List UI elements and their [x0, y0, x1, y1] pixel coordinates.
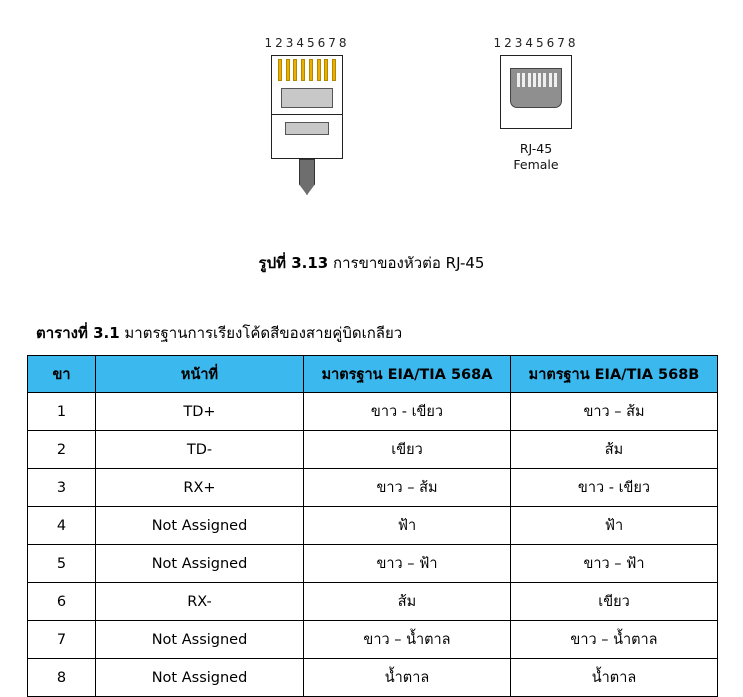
male-inner-block-lower: [285, 122, 329, 135]
female-label-line1: RJ-45: [519, 141, 553, 156]
table-header-568b: มาตรฐาน EIA/TIA 568B: [511, 356, 718, 393]
cell-pin: 1: [28, 393, 96, 431]
gold-contacts-icon: [278, 59, 336, 81]
male-pin-numbers: 12345678: [264, 36, 350, 50]
cell-function: Not Assigned: [96, 621, 304, 659]
table-row: [28, 621, 718, 659]
female-contacts-icon: [517, 73, 557, 87]
color-code-standard-table: [27, 355, 718, 697]
figure-caption-number: รูปที่ 3.13: [258, 254, 329, 272]
cell-568b: ขาว – น้ำตาล: [511, 621, 718, 659]
cell-pin: 5: [28, 545, 96, 583]
cell-568a: ส้ม: [304, 583, 511, 621]
table-row: [28, 507, 718, 545]
cell-pin: 4: [28, 507, 96, 545]
cell-568b: ขาว – ส้ม: [511, 393, 718, 431]
male-connector-housing: [271, 55, 343, 159]
male-latch-tab: [299, 159, 315, 195]
cell-568a: ขาว - เขียว: [304, 393, 511, 431]
cell-568b: เขียว: [511, 583, 718, 621]
cell-function: RX+: [96, 469, 304, 507]
table-header-row: [28, 356, 718, 393]
rj45-male-connector: [252, 36, 362, 195]
cell-function: RX-: [96, 583, 304, 621]
table-header-function: หน้าที่: [96, 356, 304, 393]
cell-function: Not Assigned: [96, 659, 304, 697]
table-caption-text: มาตรฐานการเรียงโค้ดสีของสายคู่บิดเกลียว: [119, 324, 403, 342]
cell-pin: 6: [28, 583, 96, 621]
female-connector-housing: [500, 55, 572, 129]
table-caption-number: ตารางที่ 3.1: [36, 324, 120, 342]
male-inner-block-upper: [281, 88, 333, 108]
figure-rj45: [0, 0, 743, 215]
table-header-568a: มาตรฐาน EIA/TIA 568A: [304, 356, 511, 393]
female-label-line2: Female: [513, 157, 559, 172]
cell-pin: 3: [28, 469, 96, 507]
cell-568a: น้ำตาล: [304, 659, 511, 697]
female-pin-numbers: 12345678: [493, 36, 579, 50]
male-divider-line: [272, 114, 342, 115]
cell-568a: ฟ้า: [304, 507, 511, 545]
table-row: [28, 431, 718, 469]
cell-function: TD+: [96, 393, 304, 431]
cell-function: Not Assigned: [96, 507, 304, 545]
cell-568b: ขาว – ฟ้า: [511, 545, 718, 583]
cell-568b: ขาว - เขียว: [511, 469, 718, 507]
female-connector-socket: [510, 68, 562, 108]
cell-568a: เขียว: [304, 431, 511, 469]
table-row: [28, 393, 718, 431]
cell-function: Not Assigned: [96, 545, 304, 583]
figure-caption-text: การขาของหัวต่อ RJ-45: [328, 254, 485, 272]
rj45-female-connector: [480, 36, 592, 173]
cell-568b: ฟ้า: [511, 507, 718, 545]
table-row: [28, 583, 718, 621]
cell-568b: น้ำตาล: [511, 659, 718, 697]
table-row: [28, 659, 718, 697]
table-header-pin: ขา: [28, 356, 96, 393]
cell-568a: ขาว – น้ำตาล: [304, 621, 511, 659]
table-row: [28, 469, 718, 507]
cell-pin: 7: [28, 621, 96, 659]
cell-568a: ขาว – ฟ้า: [304, 545, 511, 583]
table-row: [28, 545, 718, 583]
female-connector-label: [480, 141, 592, 173]
cell-568a: ขาว – ส้ม: [304, 469, 511, 507]
cell-pin: 2: [28, 431, 96, 469]
cell-568b: ส้ม: [511, 431, 718, 469]
male-connector-body: [271, 55, 343, 195]
figure-caption: [0, 251, 743, 275]
table-caption: [36, 321, 743, 345]
cell-function: TD-: [96, 431, 304, 469]
cell-pin: 8: [28, 659, 96, 697]
